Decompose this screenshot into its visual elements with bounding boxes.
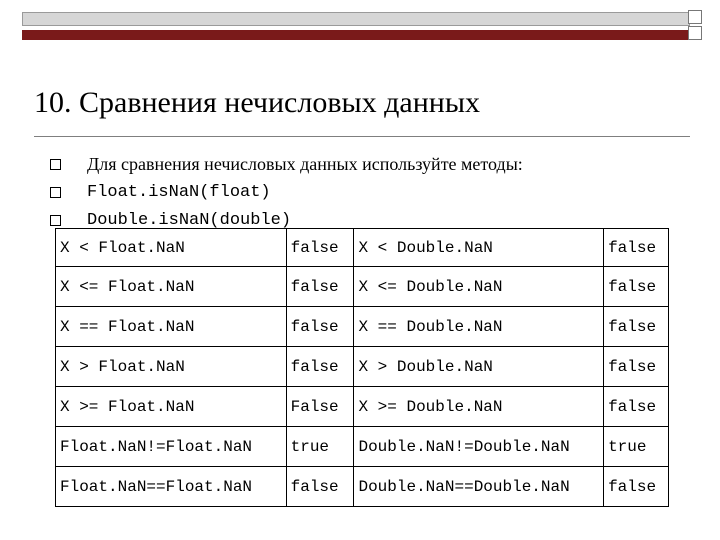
square-bullet-icon [50, 159, 61, 170]
square-bullet-icon [50, 215, 61, 226]
table-cell-float-result: false [286, 307, 354, 347]
header-gray-bar [22, 12, 690, 26]
table-cell-double-expr: X == Double.NaN [354, 307, 604, 347]
table-cell-double-expr: X > Double.NaN [354, 347, 604, 387]
table-cell-double-result: false [604, 267, 669, 307]
table-row [56, 427, 669, 467]
table-cell-float-result: false [286, 267, 354, 307]
table-cell-float-result: false [286, 229, 354, 267]
header-red-bar [22, 30, 690, 40]
table-cell-float-expr: X <= Float.NaN [56, 267, 287, 307]
header-square-decoration [688, 10, 702, 24]
table-cell-float-expr: X == Float.NaN [56, 307, 287, 347]
table-cell-float-expr: X < Float.NaN [56, 229, 287, 267]
square-bullet-icon [50, 187, 61, 198]
table-cell-double-expr: X >= Double.NaN [354, 387, 604, 427]
table-row [56, 229, 669, 267]
table-cell-double-result: false [604, 347, 669, 387]
table-cell-double-result: true [604, 427, 669, 467]
table-cell-float-result: false [286, 467, 354, 507]
table-cell-double-result: false [604, 229, 669, 267]
table-row [56, 267, 669, 307]
table-cell-float-expr: Float.NaN!=Float.NaN [56, 427, 287, 467]
table-cell-double-expr: Double.NaN!=Double.NaN [354, 427, 604, 467]
table-row [56, 467, 669, 507]
bullet-item [50, 178, 523, 206]
table-cell-double-result: false [604, 387, 669, 427]
table-cell-double-result: false [604, 467, 669, 507]
table-cell-double-expr: Double.NaN==Double.NaN [354, 467, 604, 507]
bullet-text: Double.isNaN(double) [87, 210, 292, 230]
table-cell-float-expr: Float.NaN==Float.NaN [56, 467, 287, 507]
header-square-decoration [688, 26, 702, 40]
table-row [56, 307, 669, 347]
table-cell-float-result: False [286, 387, 354, 427]
slide-title: 10. Сравнения нечисловых данных [34, 86, 480, 119]
table-row [56, 347, 669, 387]
bullet-item [50, 150, 523, 178]
table-row [56, 387, 669, 427]
table-cell-float-expr: X > Float.NaN [56, 347, 287, 387]
comparison-table [55, 228, 669, 507]
table-cell-double-expr: X < Double.NaN [354, 229, 604, 267]
table-cell-float-result: false [286, 347, 354, 387]
bullet-text: Float.isNaN(float) [87, 182, 271, 202]
title-divider [34, 136, 690, 137]
table-cell-double-result: false [604, 307, 669, 347]
bullet-list [50, 150, 523, 234]
table-cell-float-result: true [286, 427, 354, 467]
table-cell-double-expr: X <= Double.NaN [354, 267, 604, 307]
bullet-text: Для сравнения нечисловых данных используйте методы: [87, 153, 523, 174]
table-cell-float-expr: X >= Float.NaN [56, 387, 287, 427]
